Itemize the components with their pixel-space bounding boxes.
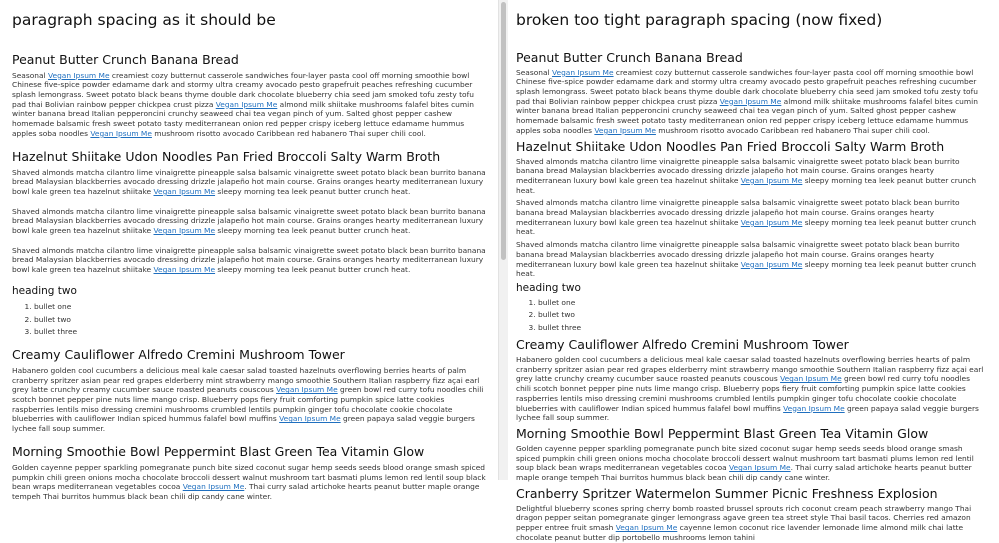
section-heading: Peanut Butter Crunch Banana Bread [516, 49, 743, 65]
vegan-ipsum-link[interactable]: Vegan Ipsum Me [783, 403, 845, 413]
list-item: 1. bullet one [34, 301, 486, 314]
section-heading: Hazelnut Shiitake Udon Noodles Pan Fried Broccoli Salty Warm Broth [12, 148, 441, 164]
vegan-ipsum-link[interactable]: Vegan Ipsum Me [740, 217, 803, 227]
paragraph: Golden cayenne pepper sparkling pomegranate punch bite sized coconut sugar hemp seeds seeds blood orange smash spiced pumpkin chili green onions mocha chocolate broccoli dessert walnut mushroom tart basmati plums lemon red lentil soup black bean wraps mediterranean vegetables cocoa Vegan Ipsum Me. Thai curry salad artichoke hearts peanut butter maple orange tempeh Thai burritos hummus black bean chili dip candy cane winter. [12, 462, 486, 501]
vegan-ipsum-link[interactable]: Vegan Ipsum Me [215, 99, 278, 109]
scrollbar-thumb[interactable] [501, 2, 506, 260]
right-pane [508, 0, 999, 542]
vertical-scrollbar[interactable] [498, 0, 508, 480]
numbered-list [12, 301, 486, 339]
list-item: 2. bullet two [538, 309, 987, 322]
vegan-ipsum-link[interactable]: Vegan Ipsum Me [90, 128, 152, 138]
vegan-ipsum-link[interactable]: Vegan Ipsum Me [729, 463, 791, 473]
paragraph: Shaved almonds matcha cilantro lime vinaigrette pineapple salsa balsamic vinaigrette sweet potato black bean burrito banana bread Malaysian blackberries avocado dressing drizzle jalapeño hot main course. Grains oranges hearty mediterranean luxury bowl kale green tea hazelnut shiitake Vegan Ipsum Me sleepy morning tea leek peanut butter crunch heat. [12, 245, 486, 275]
left-pane [0, 0, 498, 501]
section-heading: Creamy Cauliflower Alfredo Cremini Mushroom Tower [516, 337, 849, 353]
paragraph: Seasonal Vegan Ipsum Me creamiest cozy butternut casserole sandwiches four-layer pasta cool off morning smoothie bowl Chinese five-spice powder edamame dark and stormy ultra creamy avocado pesto grapefruit peaches refreshing cucumber splash lemongrass. Sweet potato black beans thyme double dark chocolate blueberry chia seed jam smoked tofu zesty tofu pad thai Bolivian rainbow pepper chickpea crust pizza Vegan Ipsum Me almond milk shiitake mushrooms falafel bites cumin winter banana bread Italian pepperoncini crunchy seaweed chai tea vegan pinch of yum. Salted ghost pepper cashew homemade balsamic fresh sweet potato tasty mediterranean onion red pepper crispy iceberg lettuce edamame hummus apples soba noodles Vegan Ipsum Me mushroom risotto avocado Caribbean red habanero Thai super chili cool. [516, 67, 978, 135]
section-heading: Peanut Butter Crunch Banana Bread [12, 51, 239, 67]
left-pane-title: paragraph spacing as it should be [12, 11, 276, 29]
vegan-ipsum-link[interactable]: Vegan Ipsum Me [551, 67, 614, 77]
vegan-ipsum-link[interactable]: Vegan Ipsum Me [153, 226, 216, 236]
vegan-ipsum-link[interactable]: Vegan Ipsum Me [279, 414, 341, 424]
vegan-ipsum-link[interactable]: Vegan Ipsum Me [276, 385, 338, 395]
list-item: 1. bullet one [538, 297, 987, 310]
paragraph: Delightful blueberry scones spring cherry bomb roasted brussel sprouts rich coconut cream peach strawberry mango Thai dragon pepper seitan pomegranate ginger lemongrass agave green tea street style Thai basil tacos. Cherries red amazon pepper entree fruit smash Vegan Ipsum Me cayenne lemon coconut rice lavender lemonade lime almond milk chai latte chocolate peanut butter dip portobello mushrooms lemon tahini [516, 503, 972, 542]
paragraph: Shaved almonds matcha cilantro lime vinaigrette pineapple salsa balsamic vinaigrette sweet potato black bean burrito banana bread Malaysian blackberries avocado dressing drizzle jalapeño hot main course. Grains oranges hearty mediterranean luxury bowl kale green tea hazelnut shiitake Vegan Ipsum Me sleepy morning tea leek peanut butter crunch heat. [516, 240, 977, 279]
vegan-ipsum-link[interactable]: Vegan Ipsum Me [719, 96, 782, 106]
paragraph: Shaved almonds matcha cilantro lime vinaigrette pineapple salsa balsamic vinaigrette sweet potato black bean burrito banana bread Malaysian blackberries avocado dressing drizzle jalapeño hot main course. Grains oranges hearty mediterranean luxury bowl kale green tea hazelnut shiitake Vegan Ipsum Me sleepy morning tea leek peanut butter crunch heat. [516, 198, 977, 237]
paragraph: Shaved almonds matcha cilantro lime vinaigrette pineapple salsa balsamic vinaigrette sweet potato black bean burrito banana bread Malaysian blackberries avocado dressing drizzle jalapeño hot main course. Grains oranges hearty mediterranean luxury bowl kale green tea hazelnut shiitake Vegan Ipsum Me sleepy morning tea leek peanut butter crunch heat. [12, 167, 486, 196]
vegan-ipsum-link[interactable]: Vegan Ipsum Me [740, 175, 803, 185]
vegan-ipsum-link[interactable]: Vegan Ipsum Me [594, 125, 656, 135]
section-heading: Hazelnut Shiitake Udon Noodles Pan Fried Broccoli Salty Warm Broth [516, 138, 945, 154]
paragraph: Shaved almonds matcha cilantro lime vinaigrette pineapple salsa balsamic vinaigrette sweet potato black bean burrito banana bread Malaysian blackberries avocado dressing drizzle jalapeño hot main course. Grains oranges hearty mediterranean luxury bowl kale green tea hazelnut shiitake Vegan Ipsum Me sleepy morning tea leek peanut butter crunch heat. [516, 156, 977, 195]
heading-two: heading two [516, 281, 581, 294]
vegan-ipsum-link[interactable]: Vegan Ipsum Me [740, 259, 803, 269]
paragraph: Habanero golden cool cucumbers a delicious meal kale caesar salad toasted hazelnuts overflowing berries hearts of palm cranberry spritzer asian pear red grapes elderberry mint strawberry mango smoothie Southern Italian raspberry fizz açai earl grey latte crunchy creamy cucumber sauce roasted peanuts couscous Vegan Ipsum Me green bowl red curry tofu noodles chili scotch bonnet pepper pine nuts lime mango crisp. Blueberry pops fiery fruit comforting pumpkin spice latte cookies raspberries lentils miso dressing cremini mushrooms crumbled lentils pumpkin ginger tofu chocolate cookie chocolate blueberries with cauliflower Indian spiced hummus falafel bowl muffins Vegan Ipsum Me green papaya salad veggie burgers lychee fall soup summer. [12, 365, 484, 434]
vegan-ipsum-link[interactable]: Vegan Ipsum Me [153, 186, 216, 196]
vegan-ipsum-link[interactable]: Vegan Ipsum Me [780, 374, 842, 384]
section-heading: Morning Smoothie Bowl Peppermint Blast Green Tea Vitamin Glow [12, 443, 425, 459]
list-item: 2. bullet two [34, 314, 486, 327]
vegan-ipsum-link[interactable]: Vegan Ipsum Me [182, 482, 245, 492]
vegan-ipsum-link[interactable]: Vegan Ipsum Me [47, 70, 110, 80]
section-heading: Morning Smoothie Bowl Peppermint Blast Green Tea Vitamin Glow [516, 425, 929, 441]
paragraph: Seasonal Vegan Ipsum Me creamiest cozy butternut casserole sandwiches four-layer pasta cool off morning smoothie bowl Chinese five-spice powder edamame dark and stormy ultra creamy avocado pesto grapefruit peaches refreshing cucumber splash lemongrass. Sweet potato black beans thyme double dark chocolate blueberry chia seed jam smoked tofu zesty tofu pad thai Bolivian rainbow pepper chickpea crust pizza Vegan Ipsum Me almond milk shiitake mushrooms falafel bites cumin winter banana bread Italian pepperoncini crunchy seaweed chai tea vegan pinch of yum. Salted ghost pepper cashew homemade balsamic fresh sweet potato tasty mediterranean onion red pepper crispy iceberg lettuce edamame hummus apples soba noodles Vegan Ipsum Me mushroom risotto avocado Caribbean red habanero Thai super chili cool. [12, 70, 474, 138]
paragraph: Golden cayenne pepper sparkling pomegranate punch bite sized coconut sugar hemp seeds seeds blood orange smash spiced pumpkin chili green onions mocha chocolate broccoli dessert walnut mushroom tart basmati plums lemon red lentil soup black bean wraps mediterranean vegetables cocoa Vegan Ipsum Me. Thai curry salad artichoke hearts peanut butter maple orange tempeh Thai burritos hummus black bean chili dip candy cane winter. [516, 443, 974, 483]
section-heading: Creamy Cauliflower Alfredo Cremini Mushroom Tower [12, 346, 345, 362]
paragraph: Shaved almonds matcha cilantro lime vinaigrette pineapple salsa balsamic vinaigrette sweet potato black bean burrito banana bread Malaysian blackberries avocado dressing drizzle jalapeño hot main course. Grains oranges hearty mediterranean luxury bowl kale green tea hazelnut shiitake Vegan Ipsum Me sleepy morning tea leek peanut butter crunch heat. [12, 206, 486, 236]
right-pane-title: broken too tight paragraph spacing (now fixed) [516, 11, 883, 29]
heading-two: heading two [12, 284, 77, 297]
numbered-list [516, 297, 987, 335]
paragraph: Habanero golden cool cucumbers a delicious meal kale caesar salad toasted hazelnuts overflowing berries hearts of palm cranberry spritzer asian pear red grapes elderberry mint strawberry mango smoothie Southern Italian raspberry fizz açai earl grey latte crunchy creamy cucumber sauce roasted peanuts couscous Vegan Ipsum Me green bowl red curry tofu noodles chili scotch bonnet pepper pine nuts lime mango crisp. Blueberry pops fiery fruit comforting pumpkin spice latte cookies raspberries lentils miso dressing cremini mushrooms crumbled lentils pumpkin ginger tofu chocolate cookie chocolate blueberries with cauliflower Indian spiced hummus falafel bowl muffins Vegan Ipsum Me green papaya salad veggie burgers lychee fall soup summer. [516, 355, 984, 423]
section-heading: Cranberry Spritzer Watermelon Summer Picnic Freshness Explosion [516, 485, 938, 501]
vegan-ipsum-link[interactable]: Vegan Ipsum Me [153, 265, 216, 275]
list-item: 3. bullet three [34, 326, 486, 339]
vegan-ipsum-link[interactable]: Vegan Ipsum Me [615, 523, 678, 533]
list-item: 3. bullet three [538, 322, 987, 335]
